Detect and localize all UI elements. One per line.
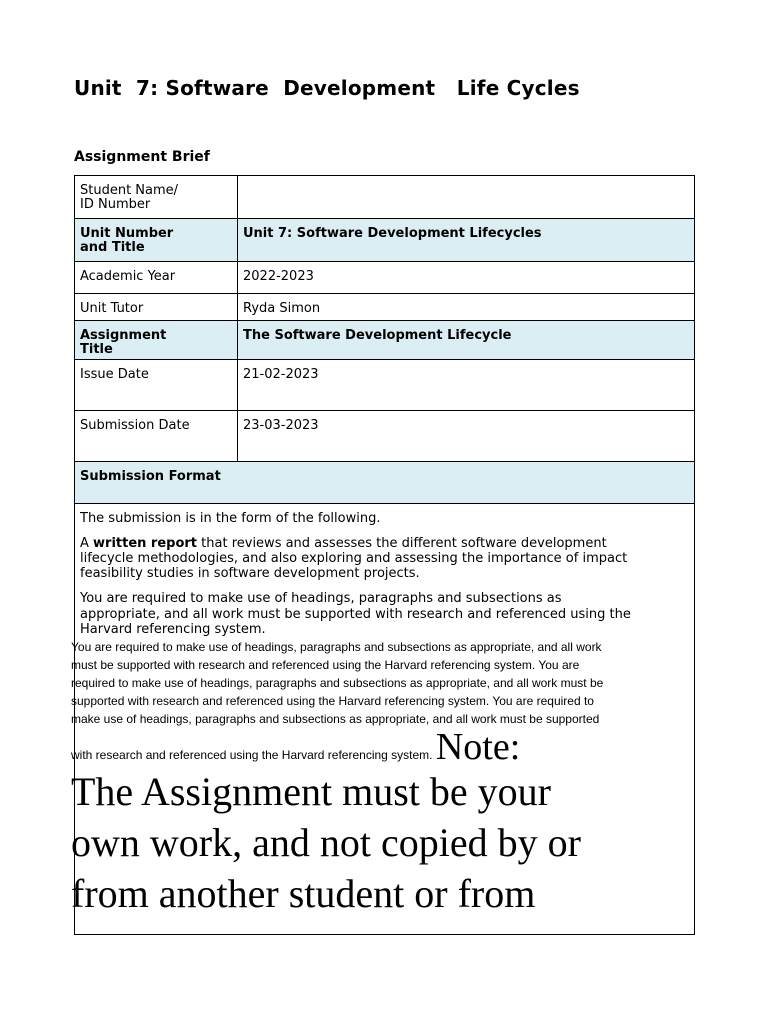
label-student-name: Student Name/ ID Number xyxy=(75,176,238,219)
value-unit-title: Unit 7: Software Development Lifecycles xyxy=(238,219,695,262)
value-unit-tutor: Ryda Simon xyxy=(238,294,695,321)
row-assignment-title xyxy=(75,321,695,360)
row-submission-date xyxy=(75,411,695,462)
document-title: Unit 7: Software Development Life Cycles xyxy=(74,76,580,100)
label-unit-tutor: Unit Tutor xyxy=(75,294,238,321)
value-student-name xyxy=(238,176,695,219)
label-assignment-title: Assignment Title xyxy=(75,321,238,360)
assignment-brief-heading: Assignment Brief xyxy=(74,149,210,165)
intro-paragraph: The submission is in the form of the following. xyxy=(80,511,381,526)
row-issue-date xyxy=(75,360,695,411)
label-submission-format: Submission Format xyxy=(75,462,695,504)
row-unit-tutor xyxy=(75,294,695,321)
requirements-paragraph: You are required to make use of headings, paragraphs and subsections as appropriate, and all work must be supported with research and referenced using the Harvard referencing system. xyxy=(80,591,631,637)
row-submission-content xyxy=(75,504,695,935)
value-academic-year: 2022-2023 xyxy=(238,262,695,294)
submission-content xyxy=(71,504,695,935)
plagiarism-note: The Assignment must be your own work, and not copied by or from another student or from xyxy=(71,768,581,916)
label-issue-date: Issue Date xyxy=(75,360,238,411)
written-report-bold: written report xyxy=(93,536,198,551)
value-submission-date: 23-03-2023 xyxy=(238,411,695,462)
written-report-paragraph: A written report that reviews and assesses the different software development lifecycle methodologies, and also exploring and assessing the importance of impact feasibility studies in software development projects. xyxy=(80,536,628,581)
label-unit-number: Unit Number and Title xyxy=(75,219,238,262)
row-student-name xyxy=(75,176,695,219)
row-academic-year xyxy=(75,262,695,294)
value-issue-date: 21-02-2023 xyxy=(238,360,695,411)
value-assignment-title: The Software Development Lifecycle xyxy=(238,321,695,360)
row-submission-format xyxy=(75,462,695,504)
row-unit-number xyxy=(75,219,695,262)
assignment-brief-table xyxy=(71,175,695,935)
note-label: Note: xyxy=(435,725,521,768)
label-academic-year: Academic Year xyxy=(75,262,238,294)
requirements-repeated-paragraph: You are required to make use of headings, paragraphs and subsections as appropriate, and all work must be supported with research and referenced using the Harvard referencing system. You are required to make use of headings, paragraphs and subsections as appropriate, and all work must be supported with research and referenced using the Harvard referencing system. You are required to make use of headings, paragraphs and subsections as appropriate, and all work must be supported with research and referenced using the Harvard referencing system. Note: xyxy=(71,639,604,768)
label-submission-date: Submission Date xyxy=(75,411,238,462)
